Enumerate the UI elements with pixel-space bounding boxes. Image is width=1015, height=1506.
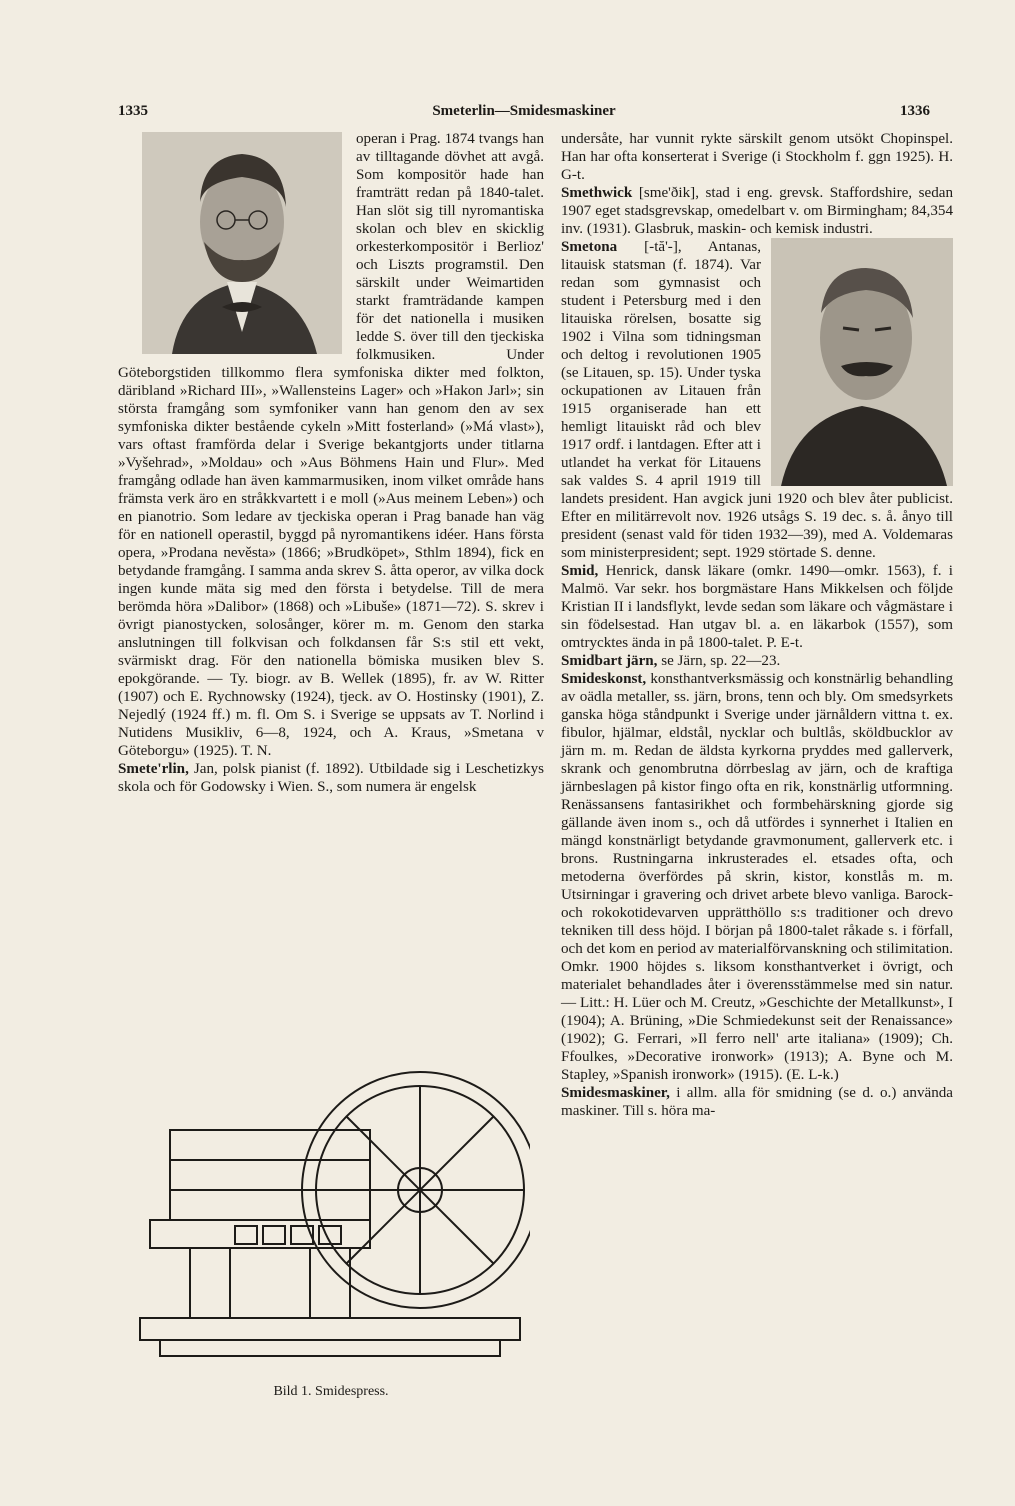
page-header	[118, 103, 930, 123]
forging-press-illustration	[130, 1040, 530, 1380]
smethwick-text: [sme'ðik], stad i eng. grevsk. Staffordshire, sedan 1907 eget stadsgrevskap, omedelbart v. om Birmingham; 84,354 inv. (1931). Glasbruk, maskin- och kemisk industri.	[561, 185, 953, 237]
figure-caption: Bild 1. Smidespress.	[273, 1384, 389, 1399]
page-number-left: 1335	[118, 103, 148, 119]
smethwick-article	[561, 184, 953, 238]
page-number-right: 1336	[900, 103, 930, 119]
smetona-text: [-tă'-], Antanas, litauisk statsman (f. 1874). Var redan som gymnasist och student i Petersburg med i den litauiska rörelsen, bosatte sig 1902 i Vilna som tidningsman och deltog i revolutionen 1905 (se Litauen, sp. 15). Under tyska ockupationen av Litauen från 1915 organiserade han ett hemligt litauiskt råd och blev 1917 ordf. i lantdagen. Efter att i utlandet ha verkat för Litauens sak valdes S. 4 april 1919 till landets president. Han avgick juni 1920 och blev åter publicist. Efter en militärrevolt nov. 1926 utsågs S. 19 dec. s. å. ånyo till president (senast vald för tiden 1932—39), med A. Voldemaras som ministerpresident; sept. 1929 störtade S. denne.	[561, 239, 953, 561]
smidesmaskiner-headword: Smidesmaskiner,	[561, 1085, 670, 1101]
running-title: Smeterlin—Smidesmaskiner	[432, 103, 616, 119]
smidbart-headword: Smidbart järn,	[561, 653, 658, 669]
smideskonst-article	[561, 670, 953, 1084]
smideskonst-headword: Smideskonst,	[561, 671, 647, 687]
smetona-portrait	[771, 238, 953, 486]
smidesmaskiner-text: i allm. alla för smidning (se d. o.) använda maskiner. Till s. höra ma-	[561, 1085, 953, 1119]
smid-text: Henrick, dansk läkare (omkr. 1490—omkr. 1563), f. i Malmö. Var sekr. hos borgmästare Hans Mikkelsen och följde Kristian II i landsflykt, levde sedan som läkare och vågmästare i sin födelsestad. Han utgav bl. a. en läkarbok (1557), som omtrycktes ända in på 1800-talet. P. E-t.	[561, 563, 953, 651]
right-column	[561, 130, 953, 1410]
smeterlin-continued: undersåte, har vunnit rykte särskilt genom utsökt Chopinspel. Han har ofta konserterat i Sverige (i Stockholm f. ggn 1925). H. G-t.	[561, 131, 953, 183]
smeterlin-text: Jan, polsk pianist (f. 1892). Utbildade sig i Leschetizkys skola och för Godowsky i Wien. S., som numera är engelsk	[118, 761, 544, 795]
smid-headword: Smid,	[561, 563, 599, 579]
smetana-portrait	[142, 132, 342, 354]
smidbart-article	[561, 652, 953, 670]
smeterlin-article	[118, 760, 544, 796]
smidesmaskiner-article	[561, 1084, 953, 1120]
smeterlin-headword: Smete'rlin,	[118, 761, 189, 777]
smid-article	[561, 562, 953, 652]
smetona-headword: Smetona	[561, 239, 618, 255]
smideskonst-text: konsthantverksmässig och konstnärlig behandling av oädla metaller, ss. järn, brons, tenn och bly. Om smedsyrkets ganska höga ståndpunkt i Sverige under järnåldern vittna t. ex. fibulor, hjälmar, eldstål, nycklar och bultlås, sköldbucklor av järn m. m. Redan de äldsta kyrkorna pryddes med gallerverk, skrank och genombrutna dörrbeslag av järn, och de kraftiga järnbeslagen på kistor fingo ofta en rik, konstnärlig utformning. Renässansens fantasirikhet och formbehärskning gjorde sig gällande även inom s., och då utfördes i synnerhet i Italien en mängd konstnärligt betydande gravmonument, gallerverk etc. i brons. Rustningarna inkrusterades el. etsades ofta, och metoderna överfördes på skrin, kistor, konstlås m. m. Utsirningar i gravering och drivet arbete blevo vanliga. Barock- och rokokotidevarven upprätthöllo s:s traditioner och drevo tekniken till dess höjd. I början på 1800-talet råkade s. i förfall, och det kom en period av materialförvanskning och stilimitation. Omkr. 1900 höjdes s. liksom konsthantverket i övrigt, och materialet behandlades åter i överensstämmelse med sin natur. — Litt.: H. Lüer och M. Creutz, »Geschichte der Metallkunst», I (1904); A. Brüning, »Die Schmiedekunst seit der Renaissance» (1902); G. Ferrari, »Il ferro nell' arte italiana» (1909); Ch. Ffoulkes, »Decorative ironwork» (1913); A. Byne och M. Stapley, »Spanish ironwork» (1915). (E. L-k.)	[561, 671, 953, 1083]
smidbart-text: se Järn, sp. 22—23.	[657, 653, 781, 669]
smetana-article: operan i Prag. 1874 tvangs han av tilltagande dövhet att avgå. Som kompositör hade han framträtt redan på 1840-talet. Han slöt sig till nyromantiska skolan och blev en skicklig orkesterkompositör i Berlioz' och Liszts programstil. Den särskilt under Weimartiden starkt framträdande kampen för det nationella i musiken ledde S. över till den tjeckiska folkmusiken. Under Göteborgstiden tillkommo flera symfoniska dikter med folkton, däribland »Richard III», »Wallensteins Lager» och »Hakon Jarl»; sin största framgång som symfoniker vann han genom den av sex symfoniska dikter bestående cykeln »Mitt fosterland» (»Má vlast»), vars oftast framförda delar i Sverige bekantgjorts under titlarna »Vyšehrad», »Moldau» och »Aus Böhmens Hain und Flur». Med framgång odlade han även kammarmusiken, inom vilket område hans främsta verk äro en stråkkvartett i e moll (»Aus meinem Leben») och en pianotrio. Som ledare av tjeckiska operan i Prag banade han väg för en nationell operastil, byggd på nyromantikens idéer. Hans första opera, »Prodana nevěsta» (1866; »Brudköpet», Sthlm 1894), fick en betydande framgång. I samma anda skrev S. åtta operor, av vilka dock ingen kunde mäta sig med den första i betydelse. Till de mera berömda höra »Dalibor» (1868) och »Libuše» (1871—72). S. skrev i övrigt pianostycken, solosånger, körer m. m. Genom den starka anslutningen till folkvisan och folkdansen får S:s stil ett vekt, svärmiskt drag. För den nationella bömiska musiken blev S. epokgörande. — Ty. biogr. av B. Wellek (1895), fr. av W. Ritter (1907) och E. Rychnowsky (1924), tjeck. av O. Hostinsky (1901), Z. Nejedlý (1924 ff.) m. fl. Om S. i Sverige se uppsats av T. Norlind i Nutidens Musikliv, 6—8, 1924, och A. Kraus, »Smetana v Göteborgu» (1925). T. N.	[118, 131, 544, 759]
smethwick-headword: Smethwick	[561, 185, 633, 201]
